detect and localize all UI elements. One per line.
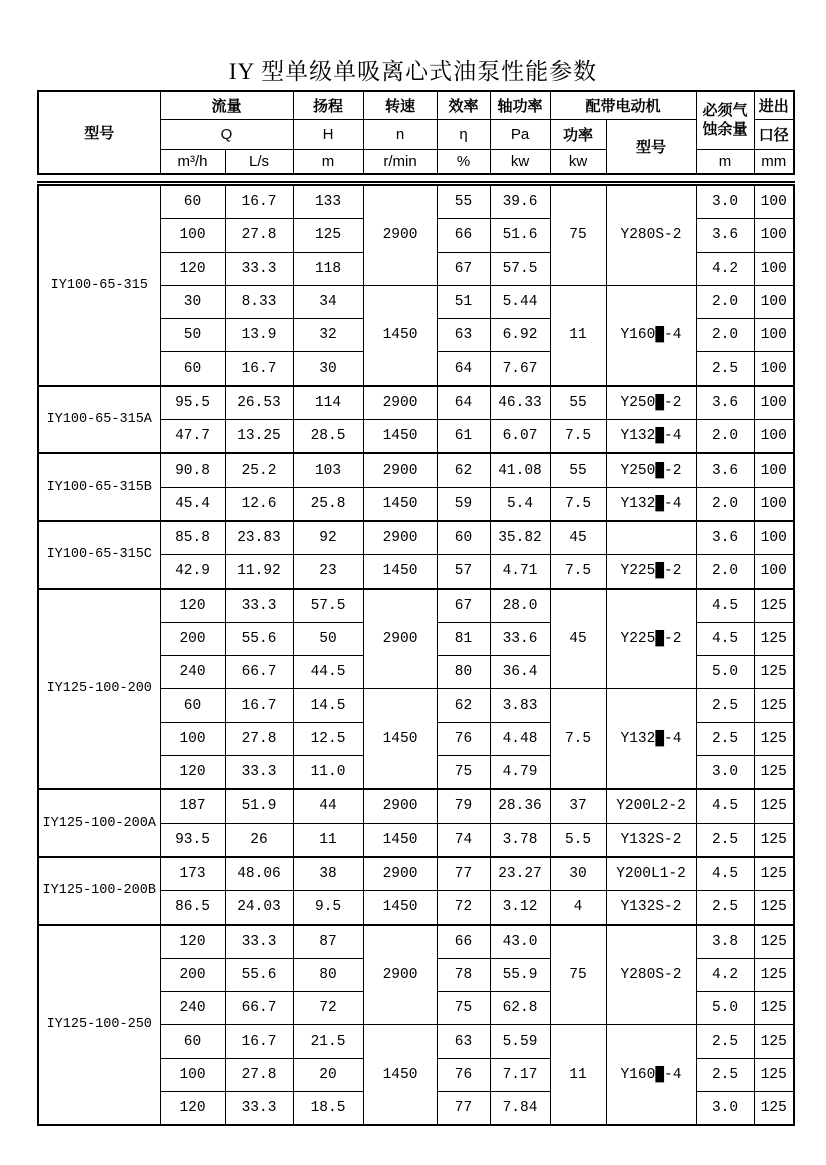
- motor-power-cell: 7.5: [550, 555, 606, 589]
- npsh-cell: 3.6: [696, 453, 754, 487]
- flow-ls-cell: 33.3: [225, 1092, 293, 1126]
- efficiency-cell: 77: [437, 1092, 490, 1126]
- npsh-cell: 2.5: [696, 891, 754, 925]
- flow-ls-cell: 13.9: [225, 319, 293, 352]
- npsh-unit: m: [696, 150, 754, 175]
- page-title: IY 型单级单吸离心式油泵性能参数: [228, 59, 598, 84]
- flow-m3h-cell: 200: [160, 958, 225, 991]
- flow-ls-cell: 26: [225, 823, 293, 857]
- efficiency-cell: 67: [437, 252, 490, 285]
- col-header-port-line2: 口径: [754, 120, 794, 150]
- flow-ls-cell: 8.33: [225, 285, 293, 318]
- head-cell: 34: [293, 285, 363, 318]
- motor-power-unit: kw: [550, 150, 606, 175]
- head-cell: 92: [293, 521, 363, 555]
- efficiency-cell: 63: [437, 319, 490, 352]
- table-row: [38, 184, 794, 219]
- efficiency-cell: 59: [437, 487, 490, 521]
- shaft-power-cell: 36.4: [490, 656, 550, 689]
- flow-m3h-cell: 240: [160, 656, 225, 689]
- shaft-power-cell: 23.27: [490, 857, 550, 891]
- shaft-power-cell: 5.59: [490, 1025, 550, 1058]
- shaft-power-cell: 5.44: [490, 285, 550, 318]
- port-size-cell: 100: [754, 352, 794, 386]
- speed-cell: 1450: [363, 420, 437, 454]
- efficiency-cell: 76: [437, 1058, 490, 1091]
- npsh-cell: 2.5: [696, 722, 754, 755]
- pump-model-cell: IY100-65-315: [38, 184, 160, 386]
- motor-power-cell: 55: [550, 453, 606, 487]
- motor-power-cell: 5.5: [550, 823, 606, 857]
- flow-ls-cell: 16.7: [225, 689, 293, 722]
- motor-power-label: 功率: [550, 120, 606, 150]
- efficiency-cell: 63: [437, 1025, 490, 1058]
- flow-m3h-cell: 100: [160, 219, 225, 252]
- head-cell: 125: [293, 219, 363, 252]
- npsh-cell: 2.0: [696, 487, 754, 521]
- shaft-power-cell: 43.0: [490, 925, 550, 959]
- npsh-cell: 3.8: [696, 925, 754, 959]
- col-header-head: 扬程: [293, 91, 363, 120]
- flow-m3h-cell: 95.5: [160, 386, 225, 420]
- head-cell: 114: [293, 386, 363, 420]
- flow-ls-cell: 51.9: [225, 789, 293, 823]
- port-size-cell: 100: [754, 285, 794, 318]
- pump-model-cell: IY100-65-315B: [38, 453, 160, 521]
- npsh-cell: 2.5: [696, 1025, 754, 1058]
- flow-ls-cell: 24.03: [225, 891, 293, 925]
- head-cell: 87: [293, 925, 363, 959]
- shaft-power-cell: 35.82: [490, 521, 550, 555]
- efficiency-cell: 62: [437, 453, 490, 487]
- npsh-label-line2: 蚀余量: [702, 120, 748, 138]
- flow-ls-cell: 16.7: [225, 1025, 293, 1058]
- efficiency-cell: 75: [437, 756, 490, 790]
- flow-m3h-cell: 120: [160, 589, 225, 623]
- shaft-power-cell: 3.78: [490, 823, 550, 857]
- motor-model-cell: Y280S-2: [606, 925, 696, 1025]
- port-size-cell: 125: [754, 622, 794, 655]
- head-cell: 18.5: [293, 1092, 363, 1126]
- npsh-cell: 3.0: [696, 756, 754, 790]
- efficiency-cell: 66: [437, 219, 490, 252]
- port-size-cell: 100: [754, 521, 794, 555]
- npsh-cell: 4.5: [696, 622, 754, 655]
- efficiency-cell: 66: [437, 925, 490, 959]
- pump-model-cell: IY125-100-200B: [38, 857, 160, 925]
- head-cell: 44.5: [293, 656, 363, 689]
- motor-model-cell: Y160█-4: [606, 1025, 696, 1125]
- npsh-cell: 4.2: [696, 252, 754, 285]
- efficiency-cell: 72: [437, 891, 490, 925]
- flow-ls-cell: 33.3: [225, 252, 293, 285]
- port-size-cell: 100: [754, 184, 794, 219]
- port-size-cell: 125: [754, 925, 794, 959]
- efficiency-cell: 74: [437, 823, 490, 857]
- flow-ls-cell: 13.25: [225, 420, 293, 454]
- speed-cell: 1450: [363, 1025, 437, 1125]
- motor-power-cell: 7.5: [550, 487, 606, 521]
- npsh-cell: 2.0: [696, 555, 754, 589]
- col-header-shaft-power: 轴功率: [490, 91, 550, 120]
- flow-m3h-cell: 42.9: [160, 555, 225, 589]
- col-header-speed: 转速: [363, 91, 437, 120]
- flow-ls-cell: 27.8: [225, 722, 293, 755]
- shaft-power-cell: 33.6: [490, 622, 550, 655]
- port-size-cell: 125: [754, 823, 794, 857]
- flow-ls-cell: 33.3: [225, 589, 293, 623]
- head-cell: 133: [293, 184, 363, 219]
- port-size-cell: 100: [754, 555, 794, 589]
- pump-model-cell: IY125-100-200: [38, 589, 160, 790]
- shaft-power-cell: 62.8: [490, 992, 550, 1025]
- shaft-power-cell: 7.17: [490, 1058, 550, 1091]
- head-cell: 11: [293, 823, 363, 857]
- spec-body-rows: [38, 184, 794, 1126]
- speed-cell: 2900: [363, 789, 437, 823]
- motor-power-cell: 45: [550, 521, 606, 555]
- motor-model-cell: Y225█-2: [606, 589, 696, 689]
- port-size-cell: 125: [754, 689, 794, 722]
- shaft-power-cell: 46.33: [490, 386, 550, 420]
- shaft-power-cell: 4.48: [490, 722, 550, 755]
- npsh-cell: 2.5: [696, 352, 754, 386]
- flow-ls-cell: 66.7: [225, 992, 293, 1025]
- head-cell: 14.5: [293, 689, 363, 722]
- flow-m3h-cell: 47.7: [160, 420, 225, 454]
- table-row: [38, 925, 794, 959]
- pump-model-cell: IY100-65-315A: [38, 386, 160, 454]
- port-size-cell: 125: [754, 1025, 794, 1058]
- head-cell: 57.5: [293, 589, 363, 623]
- speed-cell: 2900: [363, 925, 437, 1025]
- speed-cell: 1450: [363, 285, 437, 385]
- speed-cell: 1450: [363, 555, 437, 589]
- flow-ls-cell: 12.6: [225, 487, 293, 521]
- port-size-cell: 100: [754, 219, 794, 252]
- efficiency-cell: 80: [437, 656, 490, 689]
- spec-header-table: [37, 90, 795, 175]
- table-row: [38, 789, 794, 823]
- motor-power-cell: 75: [550, 925, 606, 1025]
- shaft-power-symbol: Pa: [490, 120, 550, 150]
- shaft-power-cell: 6.92: [490, 319, 550, 352]
- flow-m3h-cell: 200: [160, 622, 225, 655]
- shaft-power-cell: 3.12: [490, 891, 550, 925]
- col-header-motor: 配带电动机: [550, 91, 696, 120]
- speed-cell: 1450: [363, 487, 437, 521]
- efficiency-symbol: η: [437, 120, 490, 150]
- speed-cell: 1450: [363, 689, 437, 789]
- efficiency-cell: 55: [437, 184, 490, 219]
- speed-cell: 2900: [363, 453, 437, 487]
- flow-unit-m3h: m³/h: [160, 150, 225, 175]
- port-size-cell: 100: [754, 319, 794, 352]
- shaft-power-cell: 4.79: [490, 756, 550, 790]
- flow-m3h-cell: 60: [160, 352, 225, 386]
- motor-model-cell: Y132█-4: [606, 487, 696, 521]
- motor-model-cell: Y225█-2: [606, 555, 696, 589]
- motor-power-cell: 4: [550, 891, 606, 925]
- flow-m3h-cell: 120: [160, 1092, 225, 1126]
- efficiency-cell: 62: [437, 689, 490, 722]
- speed-cell: 2900: [363, 857, 437, 891]
- efficiency-cell: 61: [437, 420, 490, 454]
- motor-model-cell: Y250█-2: [606, 386, 696, 420]
- npsh-cell: 2.0: [696, 420, 754, 454]
- table-row: [38, 589, 794, 623]
- shaft-power-cell: 55.9: [490, 958, 550, 991]
- port-size-cell: 125: [754, 722, 794, 755]
- npsh-cell: 3.6: [696, 219, 754, 252]
- head-cell: 25.8: [293, 487, 363, 521]
- efficiency-cell: 77: [437, 857, 490, 891]
- npsh-cell: 4.5: [696, 589, 754, 623]
- motor-model-cell: Y132S-2: [606, 891, 696, 925]
- spec-body-table: [37, 181, 795, 1126]
- motor-model-cell: Y132S-2: [606, 823, 696, 857]
- motor-power-cell: 11: [550, 285, 606, 385]
- pump-model-cell: IY125-100-200A: [38, 789, 160, 857]
- motor-power-cell: 7.5: [550, 689, 606, 789]
- speed-cell: 1450: [363, 891, 437, 925]
- npsh-cell: 2.5: [696, 823, 754, 857]
- head-cell: 50: [293, 622, 363, 655]
- motor-power-cell: 75: [550, 184, 606, 286]
- flow-symbol: Q: [160, 120, 293, 150]
- npsh-cell: 3.0: [696, 1092, 754, 1126]
- shaft-power-cell: 51.6: [490, 219, 550, 252]
- motor-model-label: 型号: [606, 120, 696, 175]
- efficiency-cell: 64: [437, 352, 490, 386]
- table-row: [38, 857, 794, 891]
- port-size-cell: 100: [754, 420, 794, 454]
- motor-model-cell: Y132█-4: [606, 420, 696, 454]
- head-symbol: H: [293, 120, 363, 150]
- head-cell: 23: [293, 555, 363, 589]
- efficiency-cell: 76: [437, 722, 490, 755]
- motor-model-cell: Y160█-4: [606, 285, 696, 385]
- flow-ls-cell: 48.06: [225, 857, 293, 891]
- flow-ls-cell: 33.3: [225, 756, 293, 790]
- flow-m3h-cell: 100: [160, 1058, 225, 1091]
- efficiency-cell: 81: [437, 622, 490, 655]
- head-cell: 80: [293, 958, 363, 991]
- shaft-power-cell: 6.07: [490, 420, 550, 454]
- head-cell: 11.0: [293, 756, 363, 790]
- head-cell: 103: [293, 453, 363, 487]
- port-size-cell: 100: [754, 487, 794, 521]
- flow-m3h-cell: 50: [160, 319, 225, 352]
- port-size-cell: 125: [754, 756, 794, 790]
- motor-power-cell: 37: [550, 789, 606, 823]
- npsh-cell: 4.5: [696, 789, 754, 823]
- port-size-cell: 125: [754, 992, 794, 1025]
- head-cell: 118: [293, 252, 363, 285]
- port-size-cell: 125: [754, 789, 794, 823]
- flow-m3h-cell: 45.4: [160, 487, 225, 521]
- col-header-flow: 流量: [160, 91, 293, 120]
- port-size-cell: 125: [754, 1058, 794, 1091]
- flow-ls-cell: 16.7: [225, 352, 293, 386]
- speed-cell: 2900: [363, 521, 437, 555]
- port-size-cell: 125: [754, 1092, 794, 1126]
- flow-m3h-cell: 120: [160, 925, 225, 959]
- flow-ls-cell: 55.6: [225, 622, 293, 655]
- flow-m3h-cell: 120: [160, 756, 225, 790]
- shaft-power-cell: 28.36: [490, 789, 550, 823]
- npsh-cell: 2.0: [696, 319, 754, 352]
- npsh-cell: 3.6: [696, 386, 754, 420]
- speed-cell: 2900: [363, 386, 437, 420]
- head-cell: 72: [293, 992, 363, 1025]
- flow-m3h-cell: 240: [160, 992, 225, 1025]
- head-cell: 38: [293, 857, 363, 891]
- flow-ls-cell: 26.53: [225, 386, 293, 420]
- flow-m3h-cell: 60: [160, 689, 225, 722]
- motor-model-cell: [606, 521, 696, 555]
- head-cell: 28.5: [293, 420, 363, 454]
- efficiency-cell: 78: [437, 958, 490, 991]
- efficiency-cell: 60: [437, 521, 490, 555]
- head-unit: m: [293, 150, 363, 175]
- efficiency-cell: 75: [437, 992, 490, 1025]
- col-header-pump-model: 型号: [38, 91, 160, 174]
- shaft-power-cell: 57.5: [490, 252, 550, 285]
- flow-m3h-cell: 85.8: [160, 521, 225, 555]
- shaft-power-cell: 41.08: [490, 453, 550, 487]
- flow-unit-ls: L/s: [225, 150, 293, 175]
- efficiency-cell: 51: [437, 285, 490, 318]
- motor-model-cell: Y132█-4: [606, 689, 696, 789]
- speed-cell: 2900: [363, 589, 437, 689]
- flow-ls-cell: 11.92: [225, 555, 293, 589]
- head-cell: 9.5: [293, 891, 363, 925]
- flow-m3h-cell: 187: [160, 789, 225, 823]
- flow-ls-cell: 27.8: [225, 1058, 293, 1091]
- shaft-power-cell: 7.84: [490, 1092, 550, 1126]
- head-cell: 12.5: [293, 722, 363, 755]
- port-size-cell: 125: [754, 589, 794, 623]
- npsh-cell: 4.2: [696, 958, 754, 991]
- head-cell: 30: [293, 352, 363, 386]
- efficiency-cell: 79: [437, 789, 490, 823]
- shaft-power-cell: 5.4: [490, 487, 550, 521]
- flow-ls-cell: 66.7: [225, 656, 293, 689]
- efficiency-cell: 64: [437, 386, 490, 420]
- npsh-label: [697, 102, 754, 140]
- port-size-cell: 100: [754, 252, 794, 285]
- shaft-power-cell: 3.83: [490, 689, 550, 722]
- port-size-cell: 125: [754, 656, 794, 689]
- flow-m3h-cell: 173: [160, 857, 225, 891]
- pump-model-cell: IY125-100-250: [38, 925, 160, 1126]
- port-size-cell: 125: [754, 857, 794, 891]
- flow-ls-cell: 23.83: [225, 521, 293, 555]
- speed-cell: 1450: [363, 823, 437, 857]
- flow-m3h-cell: 93.5: [160, 823, 225, 857]
- port-size-cell: 100: [754, 386, 794, 420]
- table-row: [38, 521, 794, 555]
- shaft-power-cell: 39.6: [490, 184, 550, 219]
- port-unit: mm: [754, 150, 794, 175]
- motor-model-cell: Y250█-2: [606, 453, 696, 487]
- flow-ls-cell: 16.7: [225, 184, 293, 219]
- shaft-power-cell: 28.0: [490, 589, 550, 623]
- port-size-cell: 125: [754, 891, 794, 925]
- efficiency-unit: %: [437, 150, 490, 175]
- flow-ls-cell: 33.3: [225, 925, 293, 959]
- motor-power-cell: 45: [550, 589, 606, 689]
- head-cell: 32: [293, 319, 363, 352]
- shaft-power-cell: 7.67: [490, 352, 550, 386]
- npsh-cell: 3.6: [696, 521, 754, 555]
- col-header-npsh: [696, 91, 754, 150]
- npsh-label-line1: 必须气: [702, 101, 748, 119]
- flow-ls-cell: 27.8: [225, 219, 293, 252]
- head-cell: 44: [293, 789, 363, 823]
- header-row-labels: [38, 91, 794, 120]
- npsh-cell: 3.0: [696, 184, 754, 219]
- flow-m3h-cell: 120: [160, 252, 225, 285]
- flow-m3h-cell: 60: [160, 1025, 225, 1058]
- flow-ls-cell: 25.2: [225, 453, 293, 487]
- npsh-cell: 2.0: [696, 285, 754, 318]
- shaft-power-unit: kw: [490, 150, 550, 175]
- col-header-efficiency: 效率: [437, 91, 490, 120]
- flow-m3h-cell: 90.8: [160, 453, 225, 487]
- motor-power-cell: 30: [550, 857, 606, 891]
- head-cell: 20: [293, 1058, 363, 1091]
- npsh-cell: 2.5: [696, 689, 754, 722]
- motor-power-cell: 55: [550, 386, 606, 420]
- motor-model-cell: Y200L2-2: [606, 789, 696, 823]
- efficiency-cell: 67: [437, 589, 490, 623]
- motor-power-cell: 7.5: [550, 420, 606, 454]
- col-header-port-line1: 进出: [754, 91, 794, 120]
- flow-m3h-cell: 60: [160, 184, 225, 219]
- flow-m3h-cell: 30: [160, 285, 225, 318]
- npsh-cell: 4.5: [696, 857, 754, 891]
- speed-cell: 2900: [363, 184, 437, 286]
- npsh-cell: 5.0: [696, 992, 754, 1025]
- shaft-power-cell: 4.71: [490, 555, 550, 589]
- flow-m3h-cell: 100: [160, 722, 225, 755]
- speed-unit: r/min: [363, 150, 437, 175]
- motor-model-cell: Y280S-2: [606, 184, 696, 286]
- npsh-cell: 2.5: [696, 1058, 754, 1091]
- motor-model-cell: Y200L1-2: [606, 857, 696, 891]
- flow-ls-cell: 55.6: [225, 958, 293, 991]
- npsh-cell: 5.0: [696, 656, 754, 689]
- pump-model-cell: IY100-65-315C: [38, 521, 160, 589]
- head-cell: 21.5: [293, 1025, 363, 1058]
- port-size-cell: 125: [754, 958, 794, 991]
- speed-symbol: n: [363, 120, 437, 150]
- table-row: [38, 453, 794, 487]
- port-size-cell: 100: [754, 453, 794, 487]
- motor-power-cell: 11: [550, 1025, 606, 1125]
- table-row: [38, 386, 794, 420]
- efficiency-cell: 57: [437, 555, 490, 589]
- flow-m3h-cell: 86.5: [160, 891, 225, 925]
